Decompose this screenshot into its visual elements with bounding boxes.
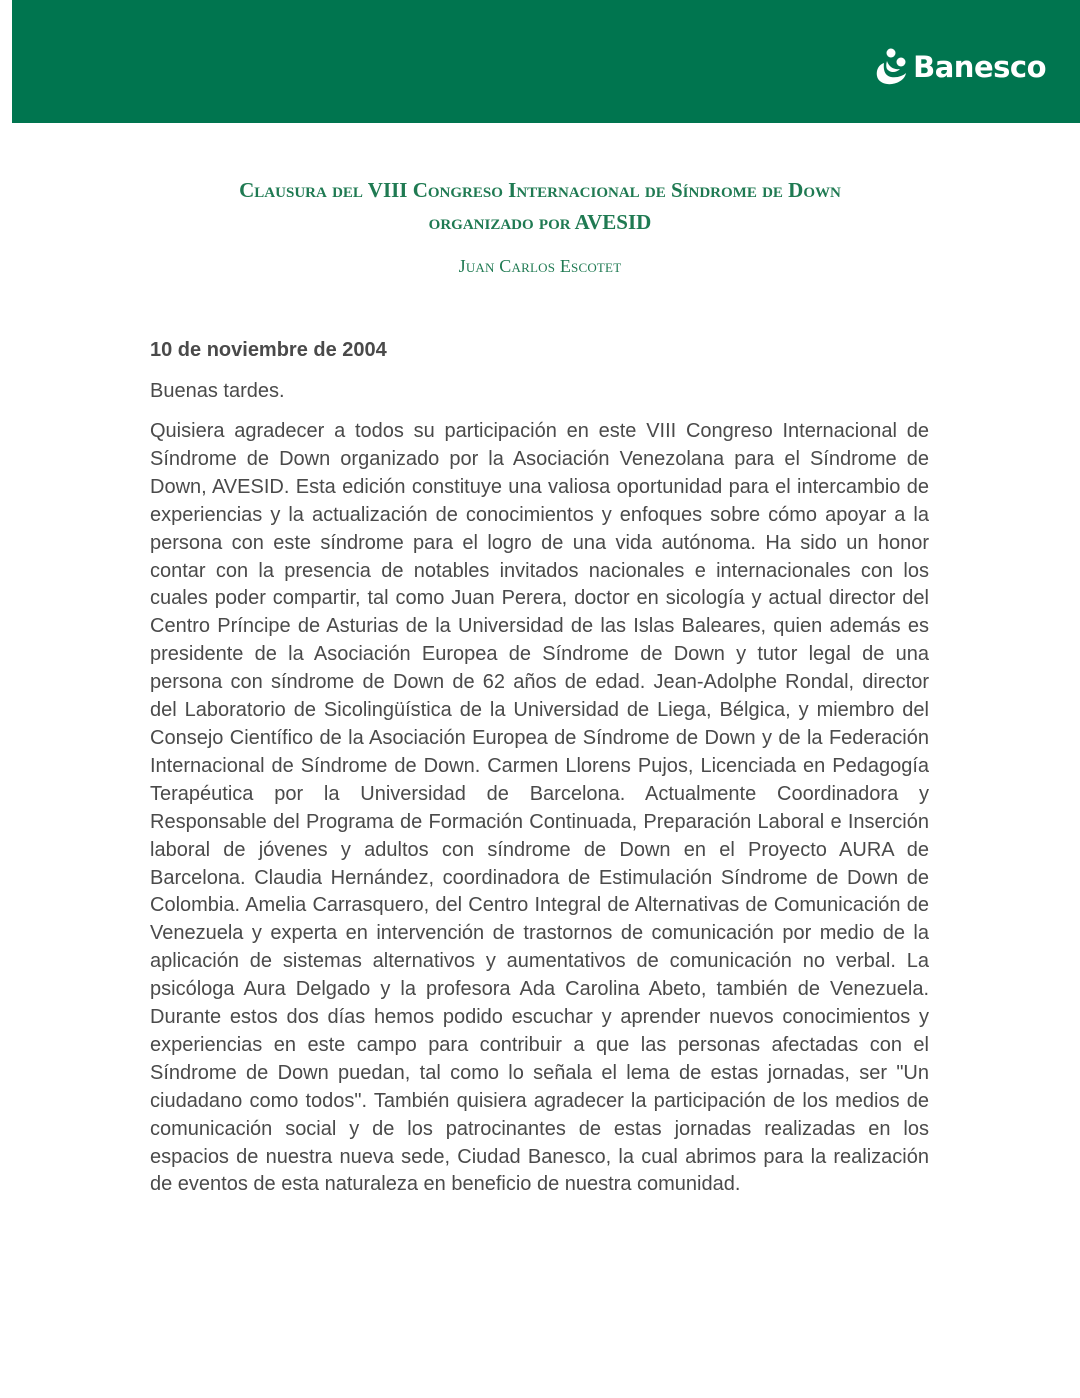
speech-content <box>150 336 929 1199</box>
brand-name: Banesco <box>913 49 1046 84</box>
title-block <box>100 174 980 278</box>
author-name: Juan Carlos Escotet <box>458 256 622 276</box>
document-title-line-1: Clausura del VIII Congreso Internacional de Síndrome de Down <box>239 178 841 202</box>
document-title-line-2: organizado por AVESID <box>428 210 652 234</box>
speech-body: Quisiera agradecer a todos su participación en este VIII Congreso Internacional de Síndrome de Down organizado por la Asociación Venezolana para el Síndrome de Down, AVESID. Esta edición constituye una valiosa oportunidad para el intercambio de experiencias y la actualización de conocimientos y enfoques sobre cómo apoyar a la persona con este síndrome para el logro de una vida autónoma. Ha sido un honor contar con la presencia de notables invitados nacionales e internacionales con los cuales poder compartir, tal como Juan Perera, doctor en sicología y actual director del Centro Príncipe de Asturias de la Universidad de las Islas Baleares, quien además es presidente de la Asociación Europea de Síndrome de Down y tutor legal de una persona con síndrome de Down de 62 años de edad. Jean-Adolphe Rondal, director del Laboratorio de Sicolingüística de la Universidad de Liega, Bélgica, y miembro del Consejo Científico de la Asociación Europea de Síndrome de Down y de la Federación Internacional de Síndrome de Down. Carmen Llorens Pujos, Licenciada en Pedagogía Terapéutica por la Universidad de Barcelona. Actualmente Coordinadora y Responsable del Programa de Formación Continuada, Preparación Laboral e Inserción laboral de jóvenes y adultos con síndrome de Down en el Proyecto AURA de Barcelona. Claudia Hernández, coordinadora de Estimulación Síndrome de Down de Colombia. Amelia Carrasquero, del Centro Integral de Alternativas de Comunicación de Venezuela y experta en intervención de trastornos de comunicación por medio de la aplicación de sistemas alternativos y aumentativos de comunicación no verbal. La psicóloga Aura Delgado y la profesora Ada Carolina Abeto, también de Venezuela. Durante estos dos días hemos podido escuchar y aprender nuevos conocimientos y experiencias en este campo para contribuir a que las personas afectadas con el Síndrome de Down puedan, tal como lo señala el lema de estas jornadas, ser "Un ciudadano como todos". También quisiera agradecer la participación de los medios de comunicación social y de los patrocinantes de estas jornadas realizadas en los espacios de nuestra nueva sede, Ciudad Banesco, la cual abrimos para la realización de eventos de esta naturaleza en beneficio de nuestra comunidad. <box>150 420 929 1196</box>
brand-logo <box>875 48 1046 86</box>
speech-greeting: Buenas tardes. <box>150 380 285 402</box>
speech-date: 10 de noviembre de 2004 <box>150 339 387 361</box>
header-band <box>12 0 1080 123</box>
banesco-logo-icon <box>875 48 911 86</box>
